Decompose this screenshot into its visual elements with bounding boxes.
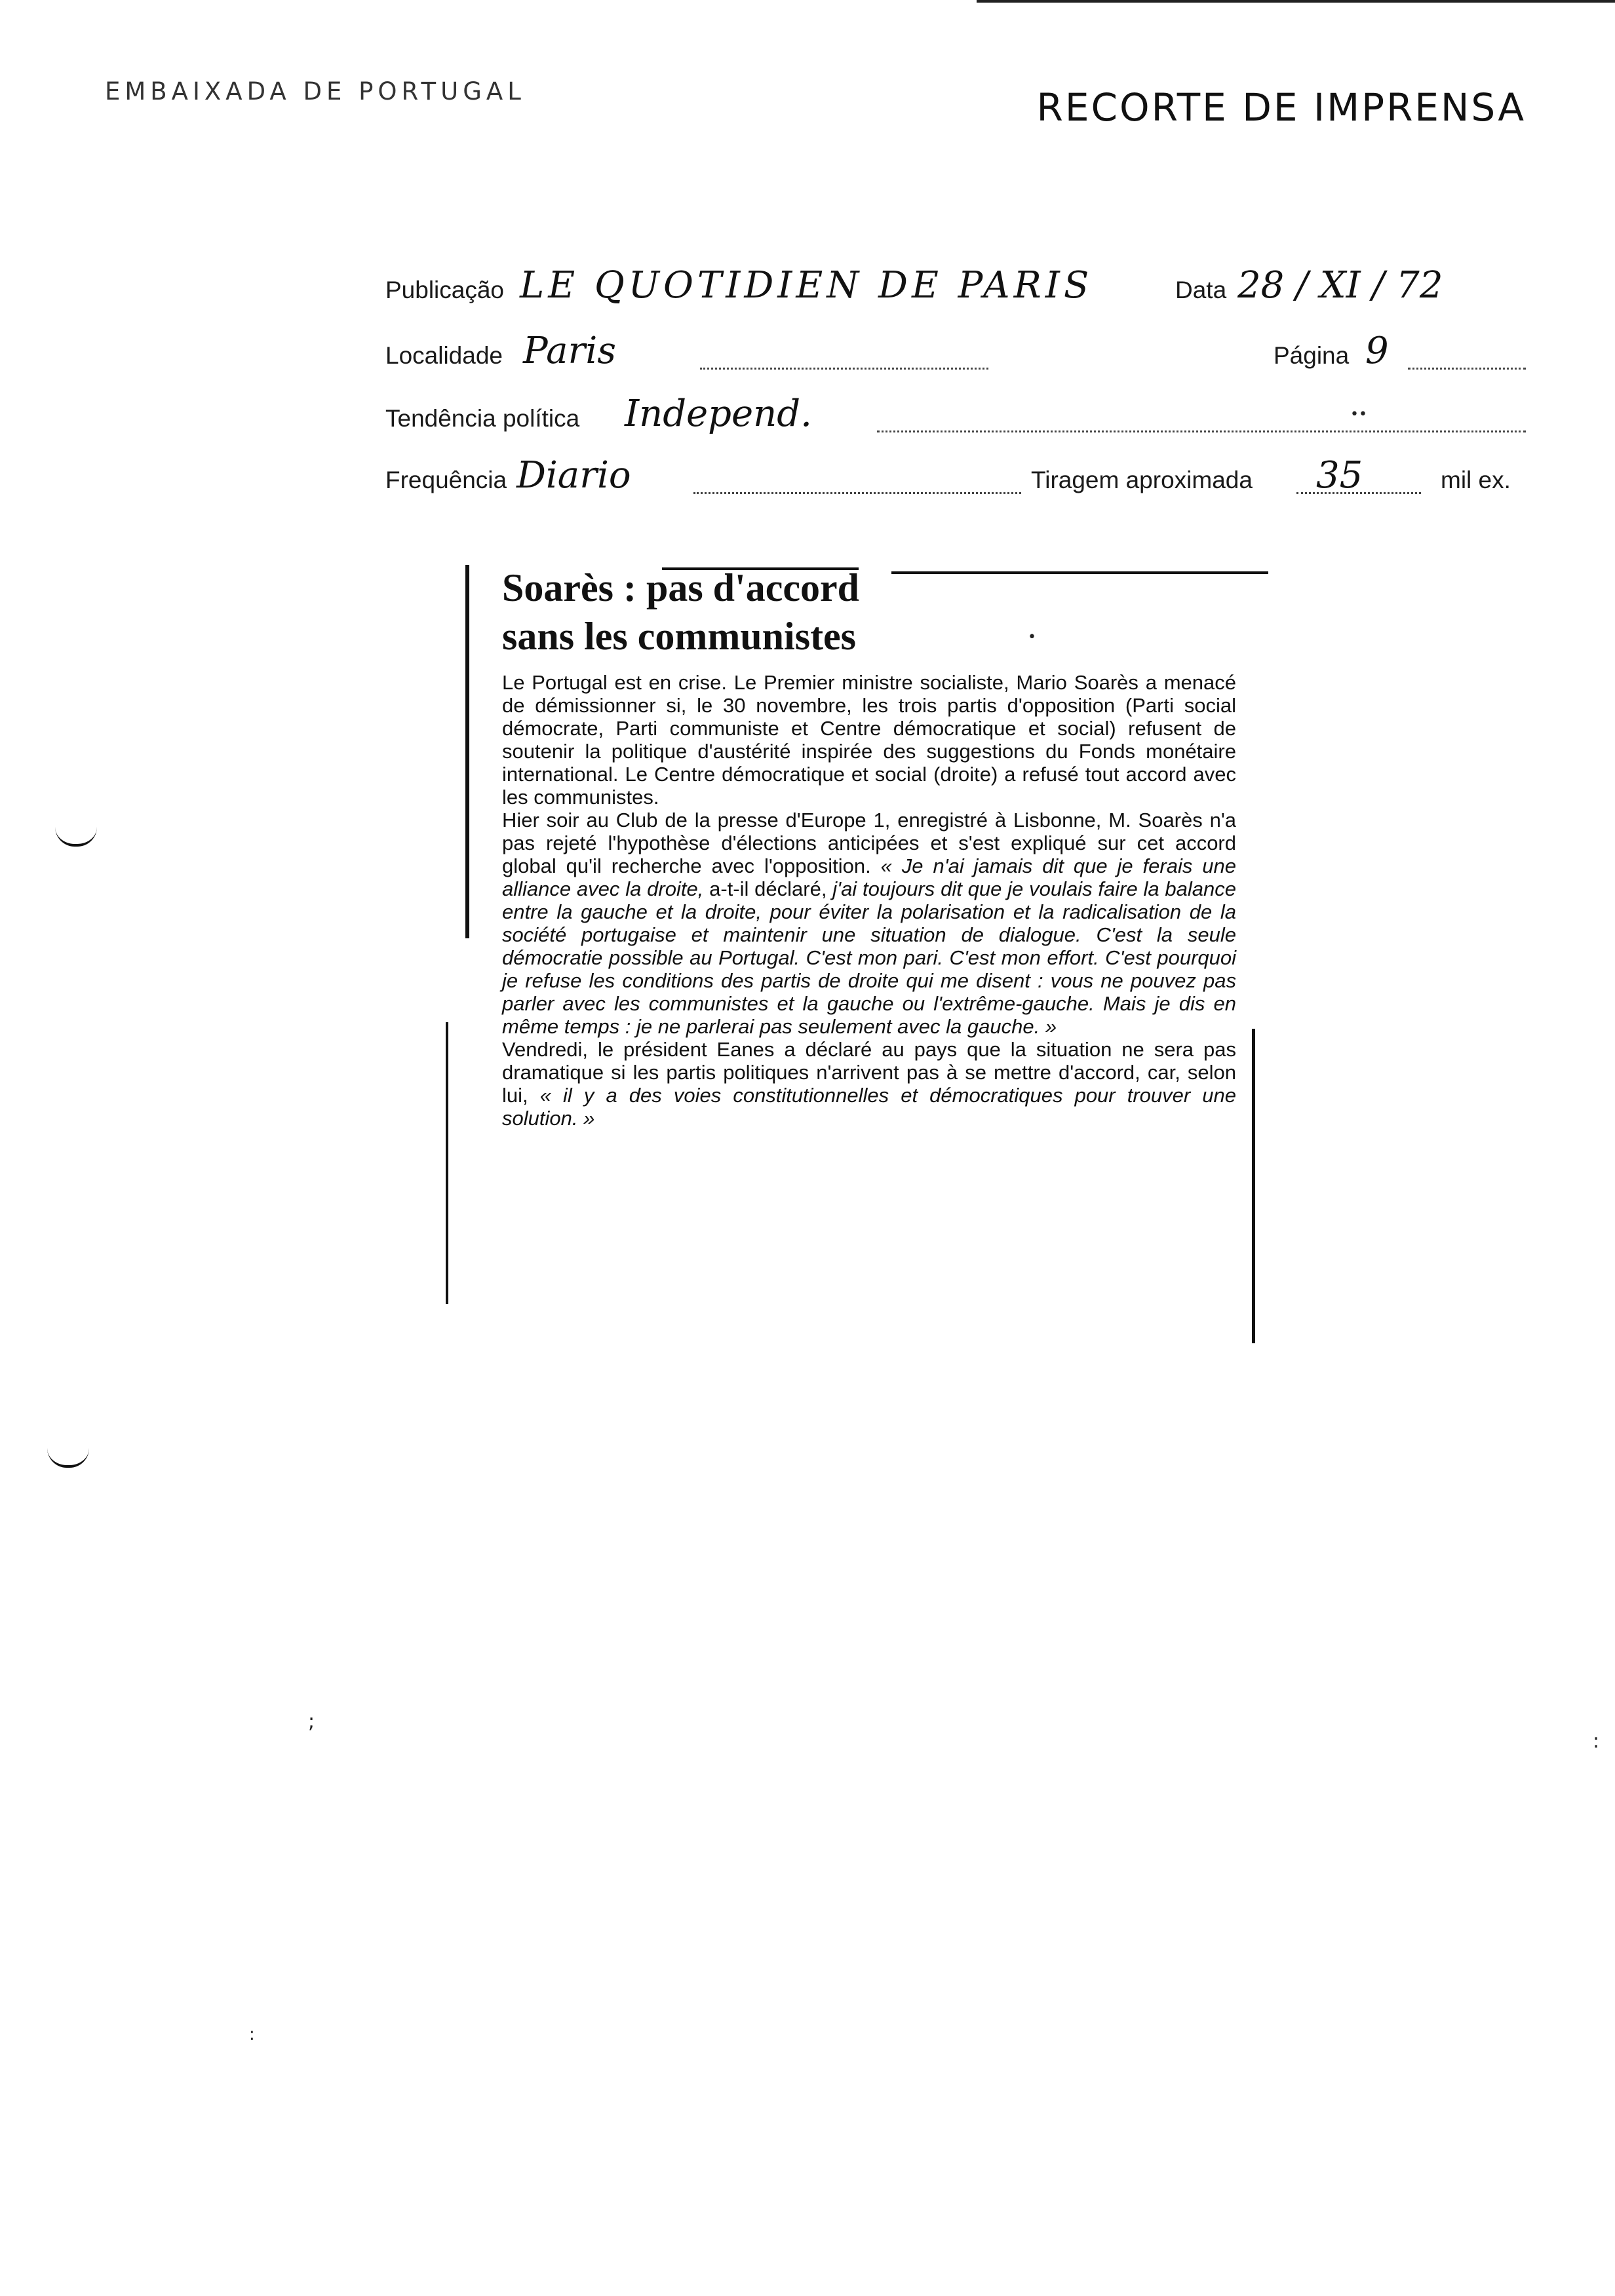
quote-opening: « Je n'ai jamais dit que je ferais une alliance avec la droite,: [502, 854, 1236, 900]
tendencia-label: Tendência política: [385, 405, 580, 432]
article-headline: [502, 564, 1236, 660]
tendencia-value: Independ.: [625, 392, 812, 435]
speck-mark: •: [1028, 629, 1036, 645]
speck-mark: :: [249, 2025, 255, 2044]
localidade-value: Paris: [523, 330, 616, 372]
frequencia-fill-line: [693, 492, 1021, 494]
document-type-title: RECORTE DE IMPRENSA: [1036, 85, 1526, 130]
quote-body: j'ai toujours dit que je voulais faire la balance entre la gauche et la droite, pour éviter la polarisation et la radicalisation de la société portugaise et maintenir une situation de dialogue. C'est la seule démocratie possible au Portugal. C'est mon pari. C'est mon effort. C'est pourquoi je refuse les conditions des partis de droite qui me disent : vous ne pouvez pas parler avec les communistes et la gauche ou l'extrême-gauche. Mais je dis en même temps : je ne parlerai pas seulement avec la gauche. »: [502, 877, 1236, 1038]
tiragem-label: Tiragem aproximada: [1031, 467, 1253, 493]
article-right-column-rule: [1252, 1029, 1255, 1343]
paragraph-3-quote: « il y a des voies constitutionnelles et démocratiques pour trouver une solution. »: [502, 1084, 1236, 1130]
pagina-label: Página: [1274, 342, 1350, 369]
punch-hole-mark-upper: [55, 827, 97, 847]
article-left-column-rule: [465, 565, 469, 938]
paragraph-2-text: Hier soir au Club de la presse d'Europe 1, enregistré à Lisbonne, M. Soarès n'a pas rejeté l'hypothèse d'élections anticipées et s'est expliqué sur cet accord global qu'il recherche avec l'opposition.: [502, 809, 1236, 877]
punch-hole-mark-lower: [47, 1448, 89, 1468]
form-row-publicacao: [385, 256, 1526, 308]
tiragem-fill-line: [1296, 492, 1421, 494]
tiragem-value: 35: [1316, 454, 1363, 497]
article-paragraph-2: [502, 809, 1236, 1038]
speck-mark: ••: [1350, 406, 1367, 423]
top-edge-rule: [977, 0, 1615, 3]
paragraph-3-text: Vendredi, le président Eanes a déclaré au pays que la situation ne sera pas dramatique si les partis politiques n'arrivent pas à se mettre d'accord, car, selon lui,: [502, 1038, 1236, 1107]
news-clipping: [502, 564, 1236, 1130]
article-paragraph-3: [502, 1038, 1236, 1130]
publicacao-value: LE QUOTIDIEN DE PARIS: [520, 264, 1093, 307]
localidade-fill-line: [700, 368, 988, 370]
quote-attribution: a-t-il déclaré,: [703, 877, 833, 900]
pagina-value: 9: [1365, 330, 1389, 372]
localidade-label: Localidade: [385, 342, 503, 369]
publicacao-label: Publicação: [385, 277, 505, 303]
headline-line-1: Soarès : pas d'accord: [502, 566, 859, 609]
pagina-fill-line: [1408, 368, 1526, 370]
embassy-letterhead: EMBAIXADA DE PORTUGAL: [105, 77, 526, 105]
frequencia-label: Frequência: [385, 467, 507, 493]
tiragem-suffix: mil ex.: [1441, 467, 1511, 493]
speck-mark: ;: [308, 1710, 315, 1733]
article-left-column-rule-lower: [446, 1022, 448, 1304]
article-body: [502, 671, 1236, 1130]
frequencia-value: Diario: [516, 454, 631, 497]
form-row-localidade: [385, 321, 1526, 373]
data-value: 28 / XI / 72: [1237, 264, 1443, 307]
data-label: Data: [1175, 277, 1227, 303]
form-row-frequencia: [385, 446, 1526, 498]
speck-mark: :: [1593, 1730, 1600, 1753]
tendencia-fill-line: [877, 430, 1526, 432]
article-paragraph-1: Le Portugal est en crise. Le Premier ministre socialiste, Mario Soarès a menacé de démissionner si, le 30 novembre, les trois partis d'opposition (Parti social démocrate, Parti communiste et Centre démocratique et social) refusent de soutenir la politique d'austérité inspirée des suggestions du Fonds monétaire international. Le Centre démocratique et social (droite) a refusé tout accord avec les communistes.: [502, 671, 1236, 809]
headline-line-2: sans les communistes: [502, 615, 857, 658]
